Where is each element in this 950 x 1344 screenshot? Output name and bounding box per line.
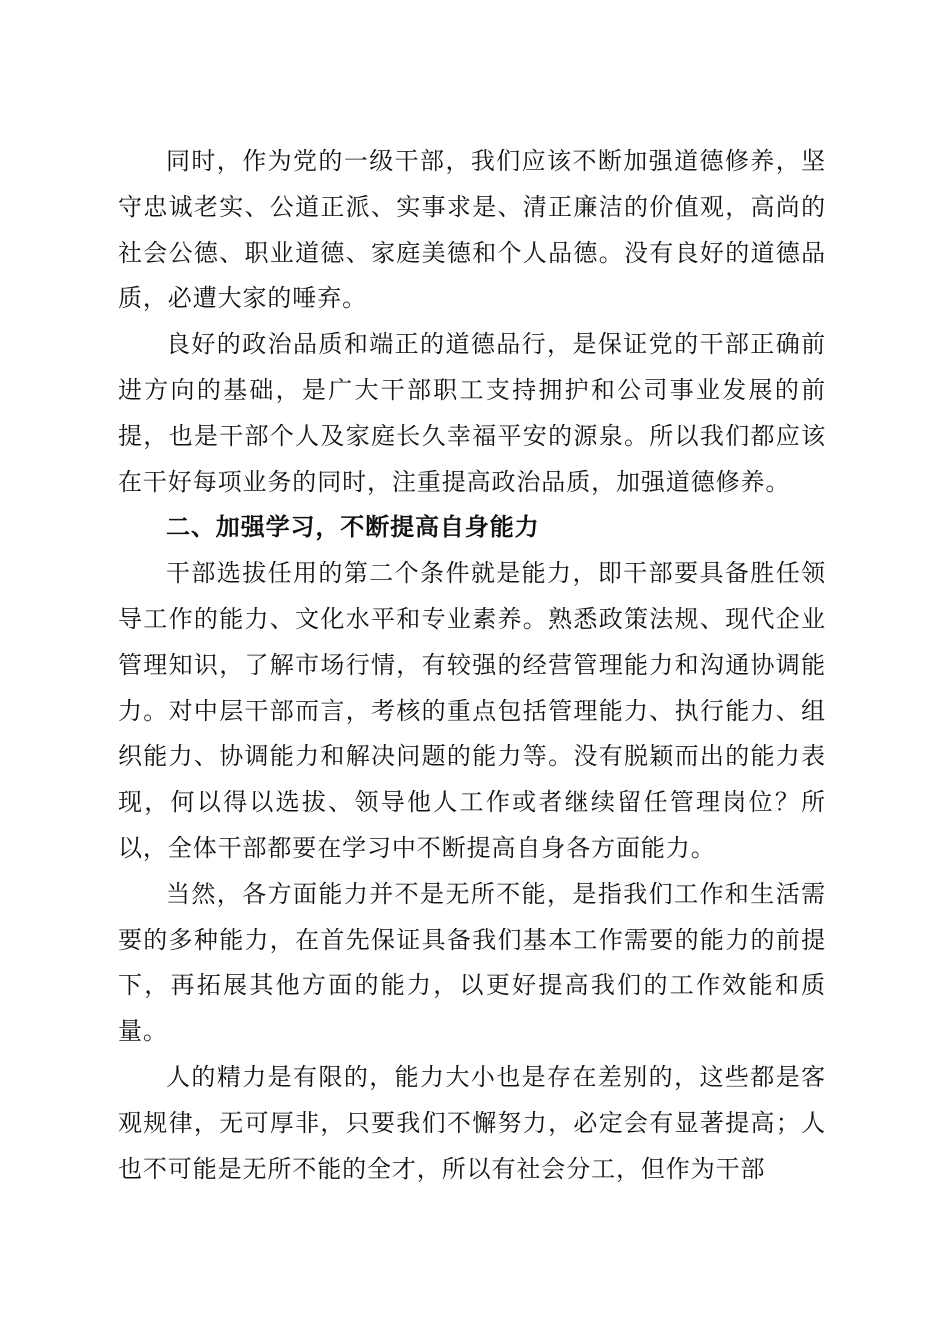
paragraph-limited-energy: 人的精力是有限的，能力大小也是存在差别的，这些都是客观规律，无可厚非，只要我们不懈努力，必定会有显著提高；人也不可能是无所不能的全才，所以有社会分工，但作为干部 [118,1062,826,1183]
paragraph-moral-cultivation: 同时，作为党的一级干部，我们应该不断加强道德修养，坚守忠诚老实、公道正派、实事求是、清正廉洁的价值观，高尚的社会公德、职业道德、家庭美德和个人品德。没有良好的道德品质，必遭大家的唾弃。 [118,147,826,313]
paragraph-selection-ability: 干部选拔任用的第二个条件就是能力，即干部要具备胜任领导工作的能力、文化水平和专业素养。熟悉政策法规、现代企业管理知识，了解市场行情，有较强的经营管理能力和沟通协调能力。对中层干部而言，考核的重点包括管理能力、执行能力、组织能力、协调能力和解决问题的能力等。没有脱颖而出的能力表现，何以得以选拔、领导他人工作或者继续留任管理岗位？所以，全体干部都要在学习中不断提高自身各方面能力。 [118,559,826,862]
paragraph-abilities-explained: 当然，各方面能力并不是无所不能，是指我们工作和生活需要的多种能力，在首先保证具备我们基本工作需要的能力的前提下，再拓展其他方面的能力，以更好提高我们的工作效能和质量。 [118,879,826,1046]
document-body [118,139,826,1192]
section-heading: 二、加强学习，不断提高自身能力 [166,513,540,542]
paragraph-political-quality: 良好的政治品质和端正的道德品行，是保证党的干部正确前进方向的基础，是广大干部职工支持拥护和公司事业发展的前提，也是干部个人及家庭长久幸福平安的源泉。所以我们都应该在干好每项业务的同时，注重提高政治品质，加强道德修养。 [118,330,826,496]
